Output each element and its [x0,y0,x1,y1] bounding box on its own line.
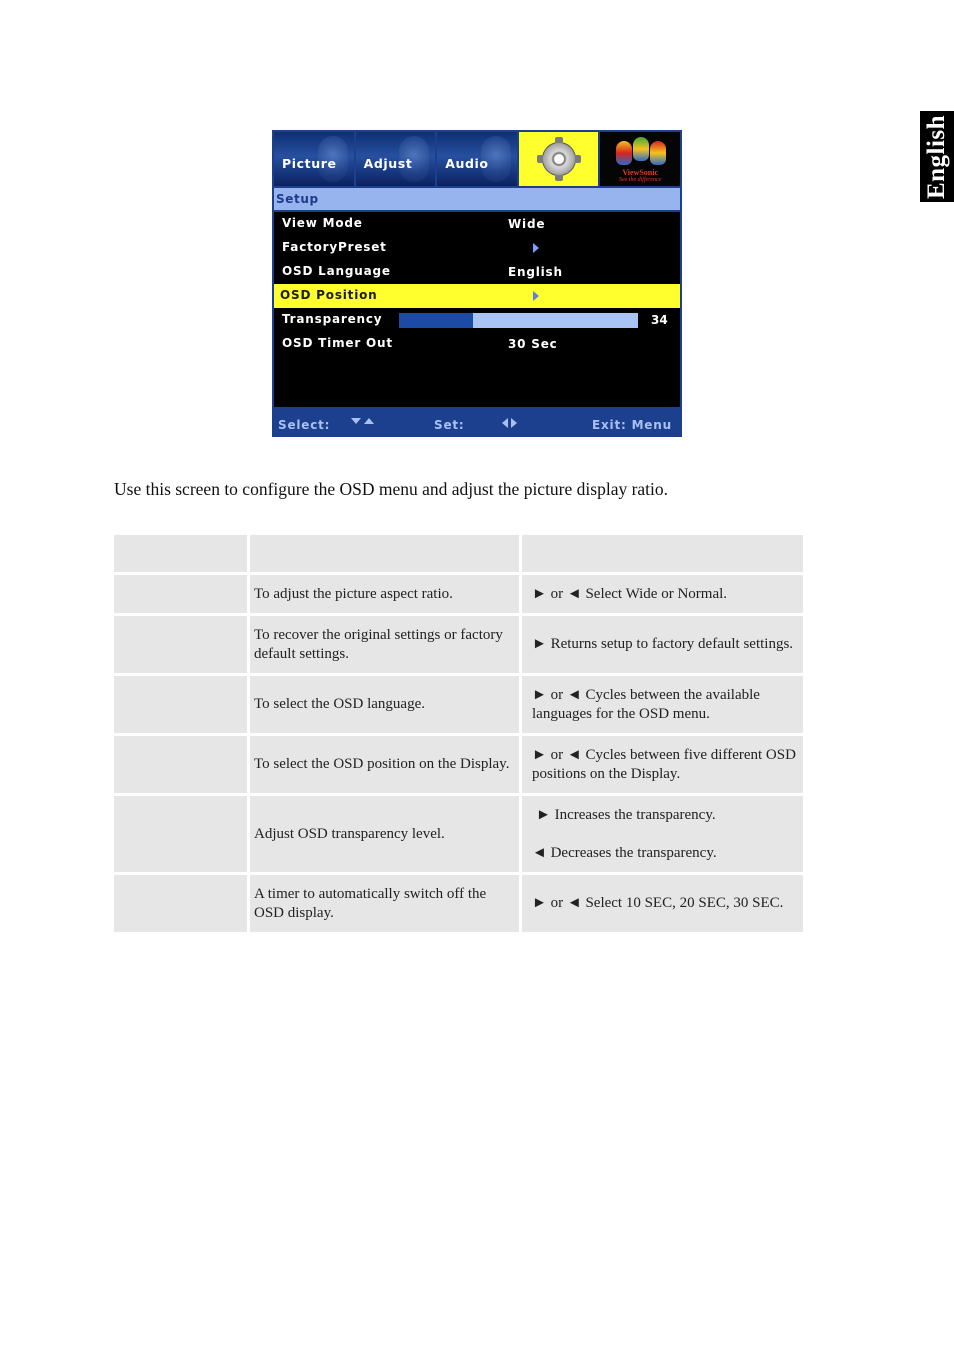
osd-footer-hints [272,410,682,437]
breadcrumb: Setup [274,188,680,210]
menu-item-value: 30 Sec [508,337,558,351]
action-cell: ► or ◄ Select 10 SEC, 20 SEC, 30 SEC. [522,875,803,932]
tab-label: Audio [445,156,489,171]
set-hint: Set: [434,418,465,432]
arrow-right-icon [533,291,539,301]
brand-name: ViewSonic [622,168,659,177]
description-cell: Adjust OSD transparency level. [250,796,519,872]
header-cell [114,535,247,572]
arrow-right-icon [533,243,539,253]
arrow-up-icon [364,418,374,424]
setting-name-cell [114,875,247,932]
transparency-slider[interactable] [399,313,638,328]
table-row [114,875,803,932]
description-cell: To select the OSD position on the Display. [250,736,519,793]
setting-name-cell [114,575,247,613]
language-side-tab [920,111,954,202]
table-row [114,676,803,733]
table-header-row [114,535,803,572]
menu-item-value: English [508,265,563,279]
gear-icon [542,142,576,176]
menu-item-transparency[interactable] [274,308,680,332]
table-row [114,616,803,673]
osd-menu-screenshot [272,130,682,437]
arrow-left-icon [502,418,508,428]
side-tab-label: English [923,114,951,199]
setting-name-cell [114,736,247,793]
menu-item-osd-timer-out[interactable] [274,332,680,356]
menu-item-label: Transparency [282,312,383,326]
header-cell [250,535,519,572]
tab-label: Picture [282,156,337,171]
menu-item-osd-position[interactable] [274,284,680,308]
settings-table [111,532,806,935]
setting-name-cell [114,676,247,733]
menu-item-label: OSD Timer Out [282,336,393,350]
menu-item-factory-preset[interactable] [274,236,680,260]
description-cell: A timer to automatically switch off the OSD display. [250,875,519,932]
settings-panel [274,212,680,407]
transparency-slider-fill [399,313,473,328]
action-line: ► Increases the transparency. [536,806,716,823]
action-cell: ► or ◄ Cycles between the available languages for the OSD menu. [522,676,803,733]
exit-hint: Exit: Menu [592,418,672,432]
description-cell: To recover the original settings or factory default settings. [250,616,519,673]
tab-adjust[interactable] [356,132,436,186]
brand-logo [600,132,680,186]
menu-item-view-mode[interactable] [274,212,680,236]
action-cell: ► or ◄ Select Wide or Normal. [522,575,803,613]
menu-item-label: View Mode [282,216,363,230]
arrow-down-icon [351,418,361,424]
menu-item-value: Wide [508,217,546,231]
setting-name-cell [114,616,247,673]
action-cell: ► Returns setup to factory default settings. [522,616,803,673]
menu-item-label: OSD Position [280,288,378,302]
tab-label: Adjust [363,156,413,171]
table-row [114,796,803,872]
tab-picture[interactable] [274,132,354,186]
select-hint: Select: [278,418,331,432]
action-line: ◄ Decreases the transparency. [532,844,717,861]
menu-item-label: OSD Language [282,264,391,278]
birds-logo-icon [614,137,668,167]
osd-tab-bar [274,132,680,186]
description-cell: To select the OSD language. [250,676,519,733]
menu-item-osd-language[interactable] [274,260,680,284]
table-row [114,736,803,793]
action-cell: ► or ◄ Cycles between five different OSD positions on the Display. [522,736,803,793]
header-cell [522,535,803,572]
transparency-value: 34 [651,313,668,327]
action-cell [522,796,803,872]
description-cell: To adjust the picture aspect ratio. [250,575,519,613]
table-row [114,575,803,613]
tab-setup[interactable] [519,132,599,186]
brand-tagline: See the difference [618,177,662,183]
menu-item-label: FactoryPreset [282,240,387,254]
intro-paragraph: Use this screen to configure the OSD menu and adjust the picture display ratio. [114,479,669,499]
setting-name-cell [114,796,247,872]
arrow-right-icon [511,418,517,428]
tab-audio[interactable] [437,132,517,186]
